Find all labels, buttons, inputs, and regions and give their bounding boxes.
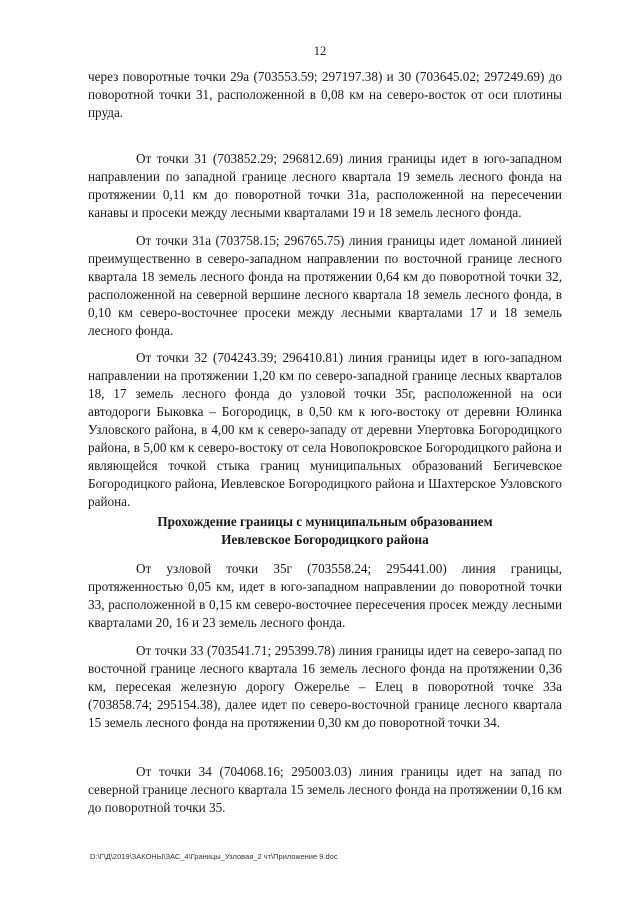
- section-heading-line-1: Прохождение границы с муниципальным образованием: [157, 514, 493, 529]
- section-heading: [88, 513, 562, 549]
- file-path-footer: D:\Г\Д\2019\ЗАКОНЫ\ЗАС_4\Границы_Узловая_2 чт\Приложение 9.doc: [90, 852, 338, 861]
- paragraph-continuation: через поворотные точки 29а (703553.59; 297197.38) и 30 (703645.02; 297249.69) до поворотной точки 31, расположенной в 0,08 км на северо-восток от оси плотины пруда.: [88, 69, 562, 120]
- paragraph-point-35g: От узловой точки 35г (703558.24; 295441.00) линия границы, протяженностью 0,05 км, идет в юго-западном направлении до поворотной точки 33, расположенной в 0,15 км северо-восточнее пересечения просек между лесными кварталами 20, 16 и 23 земель лесного фонда.: [88, 561, 562, 630]
- paragraph-point-31a: От точки 31а (703758.15; 296765.75) линия границы идет ломаной линией преимущественно в северо-западном направлении по восточной границе лесного квартала 18 земель лесного фонда на протяжении 0,64 км до поворотной точки 32, расположенной на северной вершине лесного квартала 18 земель лесного фонда, в 0,10 км северо-восточнее просеки между лесными кварталами 17 и 18 земель лесного фонда.: [88, 233, 562, 338]
- page-number: 12: [313, 44, 327, 58]
- paragraph-point-31: От точки 31 (703852.29; 296812.69) линия границы идет в юго-западном направлении по западной границе лесного квартала 19 земель лесного фонда на протяжении 0,11 км до поворотной точки 31а, расположенной на пересечении канавы и просеки между лесными кварталами 19 и 18 земель лесного фонда.: [88, 151, 562, 220]
- paragraph-point-32: От точки 32 (704243.39; 296410.81) линия границы идет в юго-западном направлении на протяжении 1,20 км по северо-западной границе лесных кварталов 18, 17 земель лесного фонда до узловой точки 35г, расположенной на оси автодороги Быковка – Богородицк, в 0,50 км к юго-востоку от деревни Юлинка Узловского района, в 4,00 км к северо-западу от деревни Упертовка Богородицкого района, в 5,00 км к северо-востоку от села Новопокровское Богородицкого района и являющейся точкой стыка границ муниципальных образований Бегичевское Богородицкого района, Иевлевское Богородицкого района и Шахтерское Узловского района.: [88, 350, 562, 509]
- paragraph-point-33: От точки 33 (703541.71; 295399.78) линия границы идет на северо-запад по восточной границе лесного квартала 16 земель лесного фонда на протяжении 0,36 км, пересекая железную дорогу Ожерелье – Елец в поворотной точке 33а (703858.74; 295154.38), далее идет по северо-восточной границе лесного квартала 15 земель лесного фонда на протяжении 0,30 км до поворотной точки 34.: [88, 643, 562, 730]
- section-heading-line-2: Иевлевское Богородицкого района: [221, 532, 429, 547]
- paragraph-point-34: От точки 34 (704068.16; 295003.03) линия границы идет на запад по северной границе лесного квартала 15 земель лесного фонда на протяжении 0,16 км до поворотной точки 35.: [88, 764, 562, 815]
